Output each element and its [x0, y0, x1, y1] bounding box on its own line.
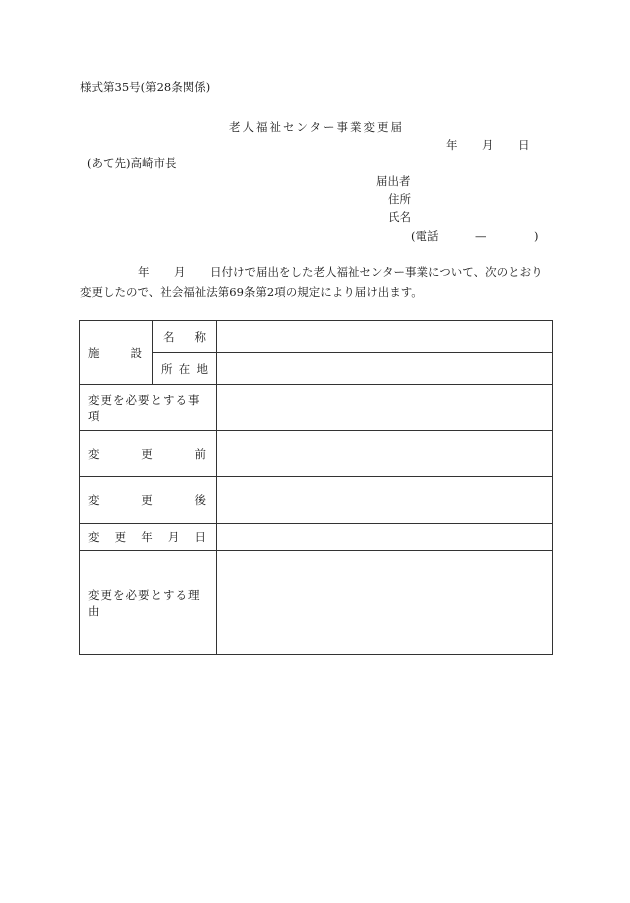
facility-char: 設 [130, 345, 142, 360]
date-month-label: 月 [482, 138, 494, 152]
table-row [80, 551, 553, 655]
facility-char: 施 [88, 345, 100, 360]
change-items-value-cell[interactable] [217, 385, 553, 431]
applicant-name-label: 氏名 [388, 210, 411, 224]
document-title: 老人福祉センター事業変更届 [229, 120, 405, 134]
change-date-label-char: 月 [167, 530, 180, 544]
after-label-char: 更 [141, 493, 153, 507]
change-items-label: 変更を必要とする事項 [88, 392, 201, 423]
reason-value-cell[interactable] [217, 551, 553, 655]
name-label-cell [153, 321, 217, 353]
change-date-label-char: 更 [114, 530, 127, 544]
before-label-cell [80, 431, 217, 477]
change-date-label-char: 年 [141, 530, 153, 544]
before-label-char: 変 [88, 446, 100, 461]
before-value-cell[interactable] [217, 431, 553, 477]
name-label-char: 名 [163, 329, 175, 344]
table-row [80, 321, 553, 353]
after-value-cell[interactable] [217, 477, 553, 524]
applicant-phone-open: (電話 [411, 229, 439, 243]
after-label-cell [80, 477, 217, 524]
applicant-phone-close: ) [534, 229, 539, 243]
change-date-value-cell[interactable] [217, 524, 553, 551]
date-day-label: 日 [518, 138, 530, 152]
table-row [80, 477, 553, 524]
reason-label-cell [80, 551, 217, 655]
applicant-address-label: 住所 [388, 192, 411, 206]
change-date-label-cell [80, 524, 217, 551]
location-label-char: 在 [178, 361, 191, 376]
body-year-label: 年 [138, 265, 150, 279]
change-date-label-char: 変 [88, 530, 100, 544]
after-label-char: 変 [88, 493, 100, 507]
applicant-label: 届出者 [376, 174, 411, 188]
before-label-char: 前 [194, 446, 206, 461]
reason-label: 変更を必要とする理由 [88, 587, 201, 618]
before-label-char: 更 [141, 446, 153, 461]
change-form-table [79, 320, 553, 655]
body-line1-text: 日付けで届出をした老人福祉センター事業について、次のとおり [210, 265, 543, 279]
location-label-char: 地 [196, 361, 208, 376]
change-date-label-char: 日 [194, 530, 206, 544]
facility-name-value-cell[interactable] [217, 321, 553, 353]
date-year-label: 年 [446, 138, 458, 152]
form-number: 様式第35号(第28条関係) [80, 80, 211, 94]
table-row [80, 524, 553, 551]
table-row [80, 431, 553, 477]
applicant-phone-dash: — [475, 229, 487, 243]
after-label-char: 後 [194, 493, 206, 507]
body-month-label: 月 [174, 265, 186, 279]
location-label-char: 所 [161, 361, 173, 376]
body-line2-text: 変更したので、社会福祉法第69条第2項の規定により届け出ます。 [80, 285, 423, 299]
location-label-cell [153, 353, 217, 385]
facility-header-cell [80, 321, 153, 385]
table-row [80, 385, 553, 431]
name-label-char: 称 [194, 329, 206, 344]
addressee: (あて先)高崎市長 [87, 156, 177, 170]
facility-location-value-cell[interactable] [217, 353, 553, 385]
change-items-label-cell [80, 385, 217, 431]
